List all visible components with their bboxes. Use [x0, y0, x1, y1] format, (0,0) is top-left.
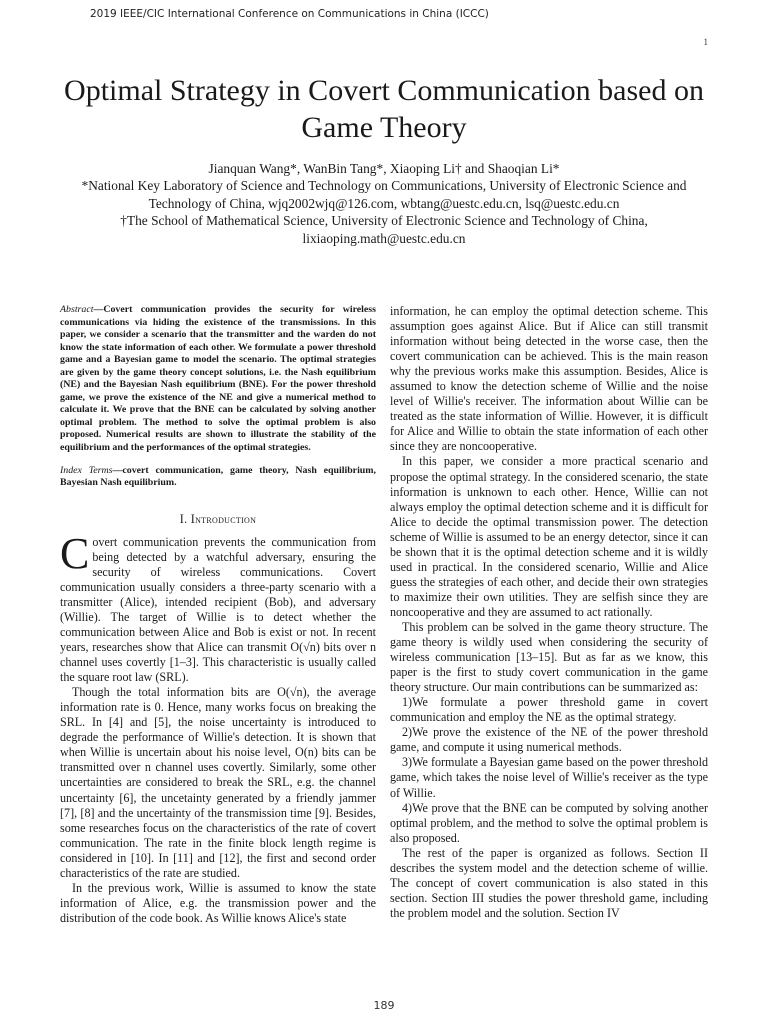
intro-paragraph-1: Covert communication prevents the communication from being detected by a watchful adversary, ensuring the security of wireless communications. Covert communication usually considers a three-party scenario with a transmitter (Alice), intended recipient (Bob), and adversary (Willie). The target of Willie is to detect whether the communication between Alice and Bob is exist or not. In recent years, researches show that Alice can transmit O(√n) bits over n channel uses covertly [1–3]. This characteristic is usually called the square root law (SRL).	[60, 528, 376, 685]
section-title: Introduction	[190, 511, 257, 526]
paper-title: Optimal Strategy in Covert Communication based on Game Theory	[64, 74, 704, 144]
contribution-3: 3)We formulate a Bayesian game based on the power threshold game, which takes the noise level of Willie's receiver as the type of Willie.	[390, 755, 708, 800]
affiliation-2-line-1: †The School of Mathematical Science, University of Electronic Science and Technology of China,	[120, 213, 648, 229]
conference-header: 2019 IEEE/CIC International Conference on Communications in China (ICCC)	[90, 8, 489, 20]
contribution-1: 1)We formulate a power threshold game in covert communication and employ the NE as the optimal strategy.	[390, 695, 708, 725]
intro-paragraph-4: In this paper, we consider a more practical scenario and propose the optimal strategy. In the considered scenario, the state information is unknown to each other. Hence, Willie can not always employ the optimal detection scheme and it is difficult for Alice to decide the optimal transmission power. The detection scheme of Willie is assumed to be an energy detector, since it can be shown that it is the optimal detection scheme and it is wildly used in practical. In the considered scenario, Willie and Alice guess the strategies of each other, and decide their own strategies to maximize their own utilities. They are selfish since they are noncooperative and they are assumed to act rationally.	[390, 454, 708, 619]
affiliation-2-line-2: lixiaoping.math@uestc.edu.cn	[302, 230, 466, 246]
right-column	[390, 304, 708, 921]
index-terms-text: —covert communication, game theory, Nash equilibrium, Bayesian Nash equilibrium.	[60, 464, 376, 489]
drop-cap: C	[60, 528, 90, 578]
abstract	[60, 304, 376, 455]
index-terms-lead: Index Terms	[60, 464, 113, 476]
author-names: Jianquan Wang*, WanBin Tang*, Xiaoping Li† and Shaoqian Li*	[208, 161, 560, 176]
left-column	[60, 304, 376, 926]
abstract-text: —Covert communication provides the security for wireless communications via hiding the existence of the transmissions. In this paper, we consider a scenario that the transmitter and the warden do not know the state information of each other. We formulate a power threshold game and a Bayesian game to model the scenario. The optimal strategies are given by the game theory concept solutions, i.e. the Nash equilibrium (NE) and the Bayesian Nash equilibrium (BNE). For the power threshold game, we prove the existence of the NE and give a numerical method to calculate it. We prove that the BNE can be calculated by solving another optimal problem. The method to solve the optimal problem is also proposed. Numerical results are shown to illustrate the stability of the equilibrium and the performances of the optimal strategies.	[60, 304, 376, 454]
page-number: 189	[373, 999, 395, 1012]
affiliation-1-line-2: Technology of China, wjq2002wjq@126.com, wbtang@uestc.edu.cn, lsq@uestc.edu.cn	[148, 195, 620, 211]
intro-paragraph-3: In the previous work, Willie is assumed to know the state information of Alice, e.g. the transmission power and the distribution of the code book. As Willie knows Alice's state	[60, 880, 376, 925]
section-heading-introduction	[60, 512, 376, 527]
abstract-lead: Abstract	[60, 304, 94, 315]
intro-paragraph-5: This problem can be solved in the game theory structure. The game theory is wildly used when considering the security of wireless communication [13–15]. But as far as we know, this paper is the first to study covert communication in the game theory structure. Our main contributions can be summarized as:	[390, 619, 708, 695]
intro-paragraph-3-continued: information, he can employ the optimal detection scheme. This assumption goes against Alice. But if Alice can still transmit information without being detected in the worse case, then the covert communication can be achieved. This is the main reason why the previous works make this assumption. Besides, Alice is assumed to know the detection scheme of Willie and the noise level of Willie's receiver. The information about Willie can be treated as the state information of Willie. However, it is difficult for Alice and Willie to obtain the state information of each other since they are noncooperative.	[390, 304, 708, 454]
intro-paragraph-6: The rest of the paper is organized as follows. Section II describes the system model and the detection scheme of willie. The concept of covert communication is also stated in this section. Section III studies the power threshold game, including the problem model and the solution. Section IV	[390, 845, 708, 920]
contribution-2: 2)We prove the existence of the NE of the power threshold game, and compute it using numerical methods.	[390, 725, 708, 755]
contribution-4: 4)We prove that the BNE can be computed by solving another optimal problem, and the method to solve the optimal problem is also proposed.	[390, 800, 708, 845]
section-number: I.	[179, 511, 188, 526]
intro-paragraph-2: Though the total information bits are O(√n), the average information rate is 0. Hence, many works focus on breaking the SRL. In [4] and [5], the noise uncertainty is introduced to degrade the performance of Willie's detection. It is shown that when Willie is uncertain about his noise level, O(n) bits can be transmitted over n channel uses covertly. Similarly, some other uncertainties are considered to break the SRL, e.g. the channel uncertainty [6], the uncetainty generated by a friendly jammer [7], [8] and the uncertainty of the transmission time [9]. Besides, some researches focus on the characteristics of the rate of covert communication. The rate in the finite block length regime is considered in [10]. In [11] and [12], the first and second order characteristics of the rate are studied.	[60, 685, 376, 880]
affiliation-1-line-1: *National Key Laboratory of Science and Technology on Communications, University of Electronic Science and	[81, 178, 687, 194]
index-terms	[60, 465, 376, 490]
page-mark: 1	[703, 37, 708, 47]
author-block	[40, 160, 728, 247]
